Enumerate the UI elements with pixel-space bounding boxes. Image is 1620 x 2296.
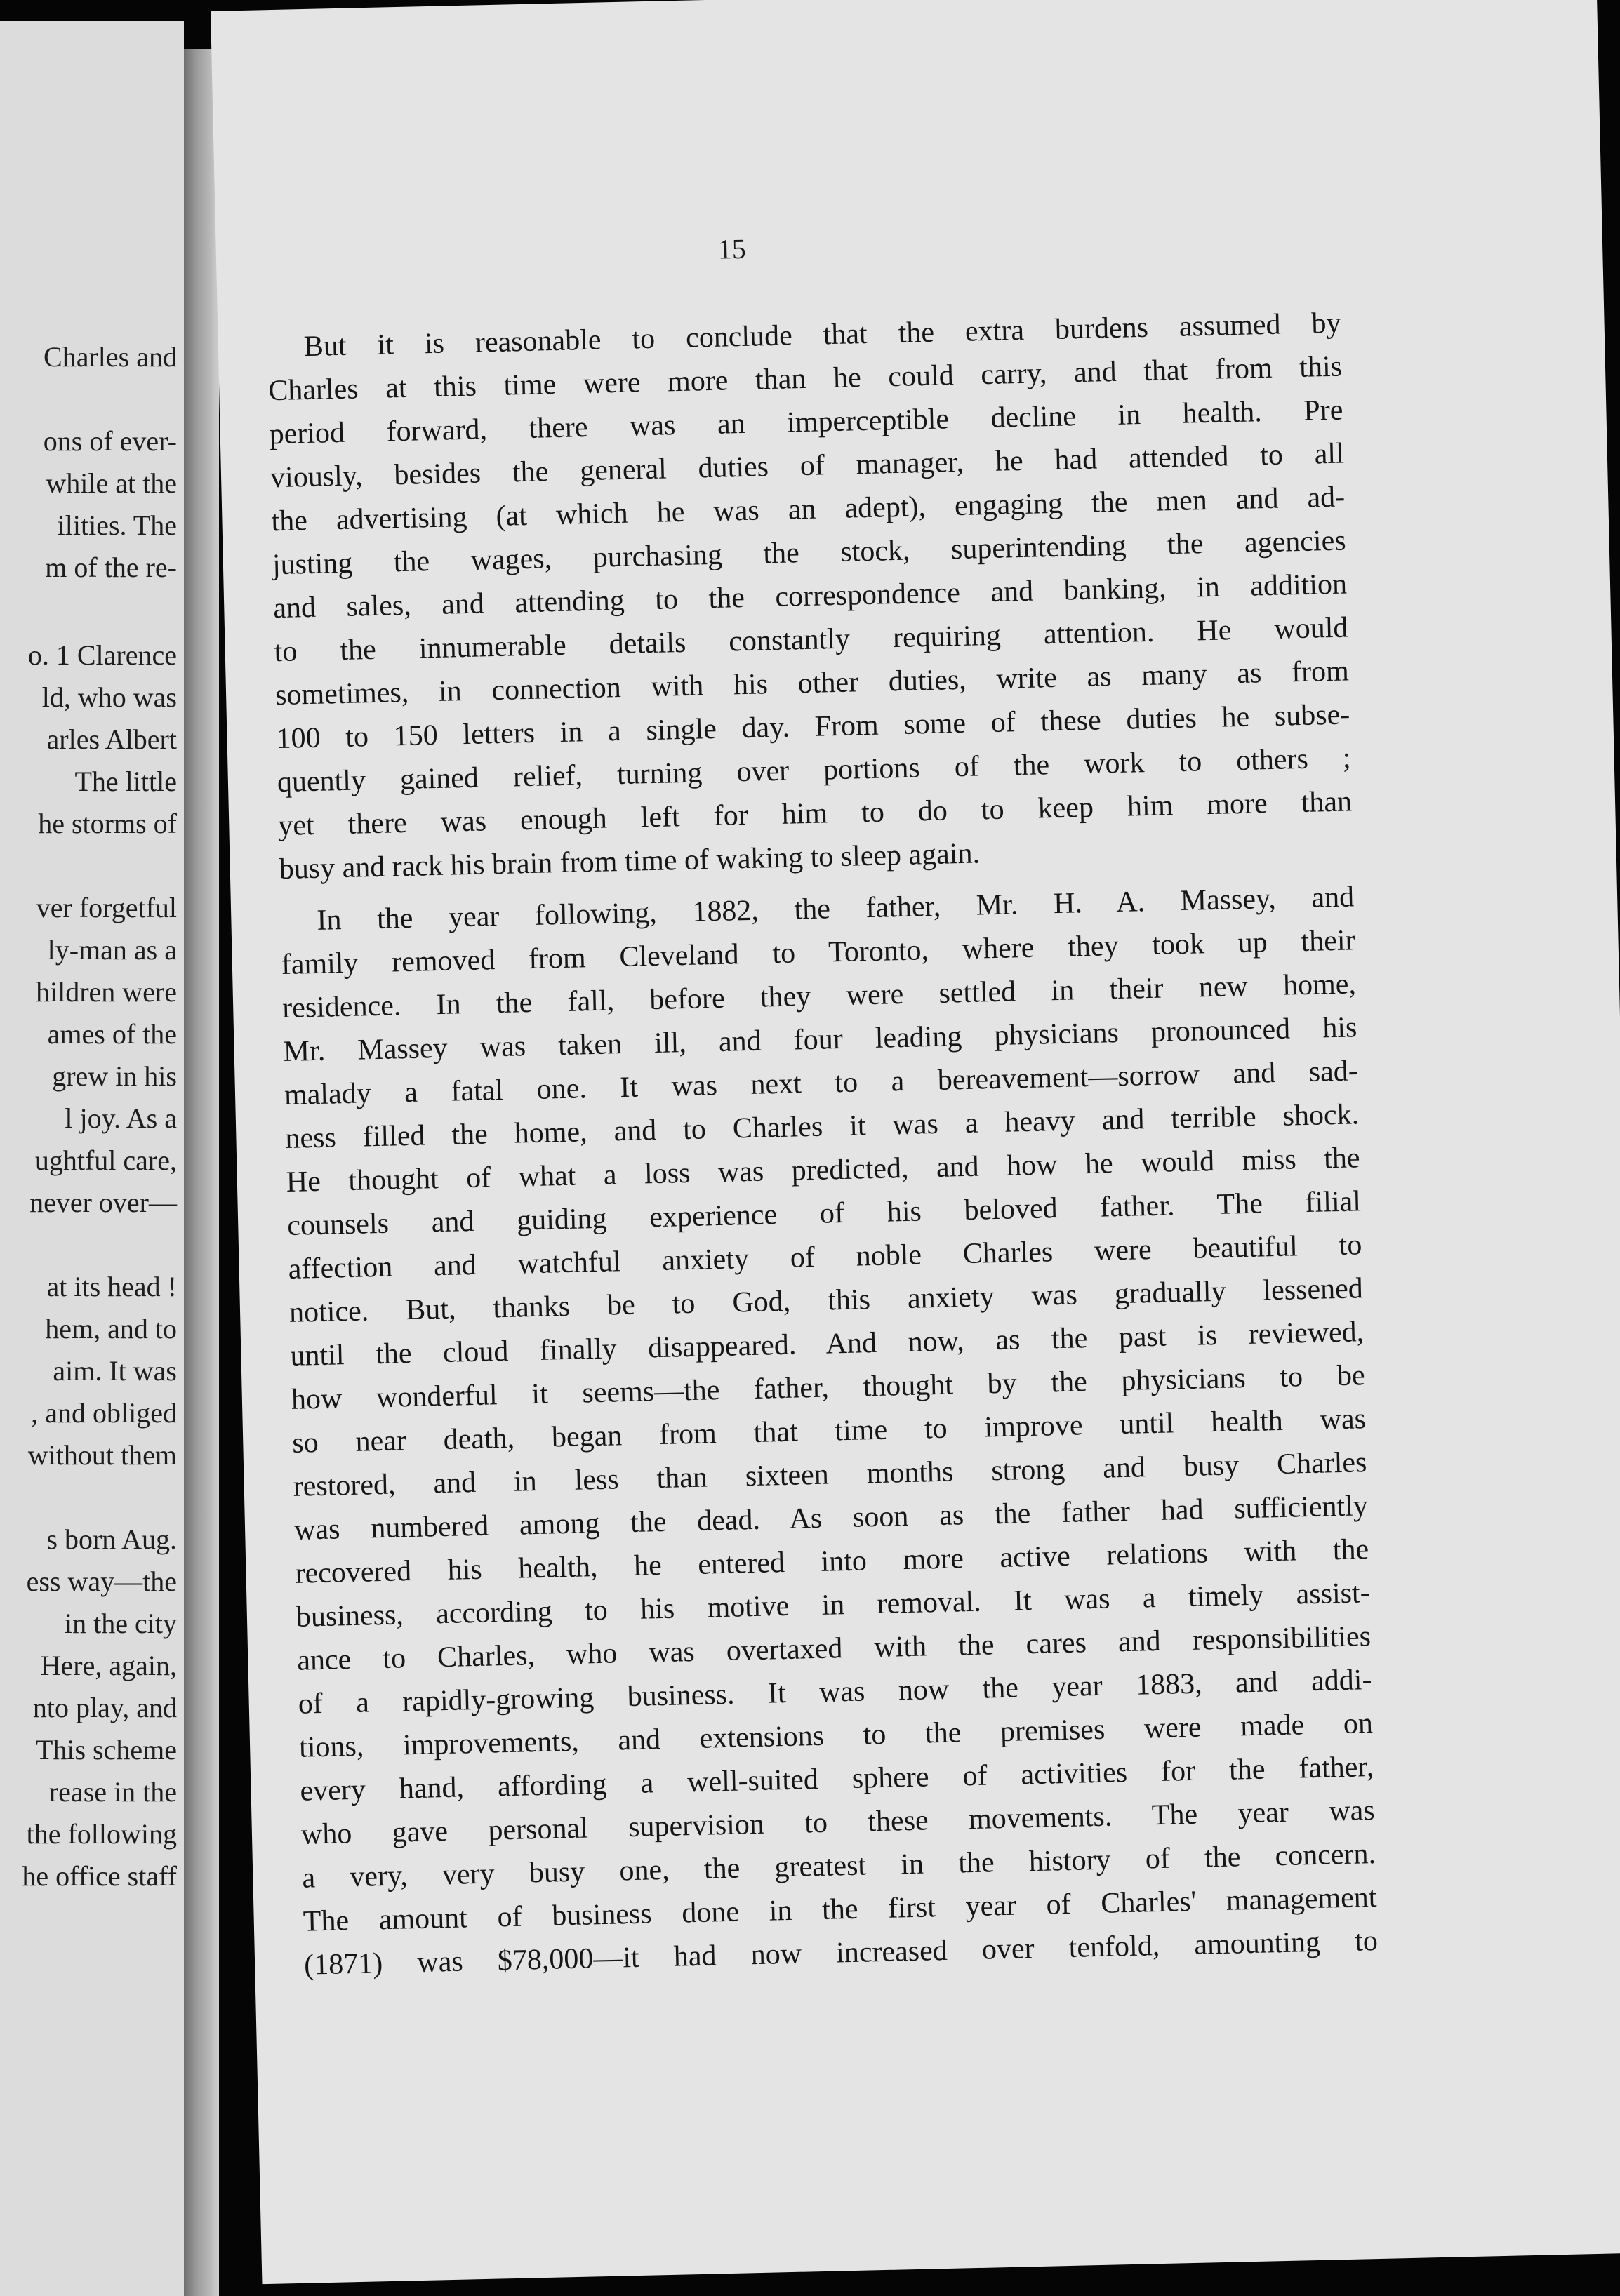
text-line: family removed from Cleveland to Toronto, where they took up their (281, 924, 1355, 982)
left-line: ld, who was (41, 681, 177, 713)
text-line: a very, very busy one, the greatest in the history of the concern. (301, 1838, 1376, 1895)
left-line: ughtful care, (34, 1144, 177, 1176)
text-line: counsels and guiding experience of his beloved father. The filial (286, 1185, 1362, 1242)
text-line: who gave personal supervision to these movements. The year was (300, 1794, 1376, 1851)
left-line: ver forgetful (36, 892, 177, 923)
left-line: The little (74, 766, 177, 797)
left-line: o. 1 Clarence (27, 639, 177, 671)
text-line: Charles at this time were more than he could carry, and that from this (267, 350, 1343, 408)
left-line: he office staff (22, 1860, 177, 1892)
text-line: ness filled the home, and to Charles it was a heavy and terrible shock. (284, 1098, 1360, 1155)
paragraph-1 (267, 302, 1353, 892)
left-line: ames of the (47, 1018, 177, 1050)
text-line: sometimes, in connection with his other duties, write as many as from (274, 655, 1350, 712)
page-number: 15 (717, 232, 747, 265)
text-line: residence. In the fall, before they were settled in their new home, (281, 968, 1357, 1025)
left-line: without them (27, 1439, 177, 1471)
text-line: affection and watchful anxiety of noble Charles were beautiful to (288, 1229, 1362, 1286)
text-line: recovered his health, he entered into more active relations with the (295, 1533, 1369, 1590)
page-15 (211, 0, 1620, 2284)
text-line: The amount of business done in the first year of Charles' management (303, 1881, 1377, 1938)
text-line: Mr. Massey was taken ill, and four leading physicians pronounced his (283, 1011, 1357, 1069)
text-line: restored, and in less than sixteen months strong and busy Charles (293, 1446, 1367, 1503)
text-line: quently gained relief, turning over portions of the work to others ; (277, 742, 1352, 799)
text-line: was numbered among the dead. As soon as the father had sufficiently (293, 1490, 1369, 1547)
text-line: so near death, began from that time to improve until health was (291, 1403, 1367, 1460)
left-line: while at the (46, 467, 177, 499)
left-line: never over— (29, 1187, 177, 1218)
left-line: rease in the (48, 1776, 177, 1808)
left-line: hem, and to (45, 1313, 177, 1344)
text-line: how wonderful it seems—the father, thought by the physicians to be (291, 1359, 1366, 1416)
left-line: Charles and (44, 341, 177, 373)
text-line: notice. But, thanks be to God, this anxiety was gradually lessened (288, 1272, 1364, 1329)
text-line: and sales, and attending to the correspondence and banking, in addition (272, 568, 1348, 625)
paragraph-2 (280, 875, 1379, 1987)
left-line: he storms of (38, 808, 177, 839)
text-line: yet there was enough left for him to do to keep him more than (277, 785, 1353, 843)
left-line: hildren were (35, 976, 177, 1008)
left-line: the following (26, 1818, 177, 1850)
page-body (267, 302, 1378, 1987)
text-line: every hand, affording a well-suited sphere of activities for the father, (300, 1751, 1374, 1808)
left-line: arles Albert (46, 723, 177, 755)
text-line: malady a fatal one. It was next to a bereavement—sorrow and sad- (284, 1055, 1359, 1112)
text-line: of a rapidly-growing business. It was now the year 1883, and addi- (298, 1664, 1372, 1721)
left-line: , and obliged (31, 1397, 177, 1429)
text-line: the advertising (at which he was an adept), engaging the men and ad- (270, 481, 1346, 538)
text-line: 100 to 150 letters in a single day. From some of these duties he subse- (276, 698, 1350, 756)
text-line: until the cloud finally disappeared. And now, as the past is reviewed, (289, 1316, 1365, 1373)
text-line: tions, improvements, and extensions to the premises were made on (298, 1707, 1374, 1764)
text-line: But it is reasonable to conclude that the extra burdens assumed by (303, 307, 1342, 363)
text-line: business, according to his motive in removal. It was a timely assist- (296, 1577, 1371, 1634)
left-line: aim. It was (53, 1355, 177, 1387)
book-gutter (184, 49, 219, 2296)
text-line: busy and rack his brain from time of waking to sleep again. (279, 837, 981, 886)
text-line: period forward, there was an imperceptible decline in health. Pre (269, 394, 1343, 451)
left-line: grew in his (52, 1060, 177, 1092)
text-line: (1871) was $78,000—it had now increased over tenfold, amounting to (303, 1924, 1379, 1982)
left-line: Here, again, (40, 1650, 177, 1681)
left-line: at its head ! (46, 1271, 177, 1302)
text-line: to the innumerable details constantly requiring attention. He would (274, 611, 1348, 669)
text-line: ance to Charles, who was overtaxed with the cares and responsibilities (296, 1620, 1372, 1677)
left-line: ess way—the (26, 1566, 177, 1597)
left-line: This scheme (35, 1734, 177, 1766)
left-line: in the city (65, 1608, 177, 1639)
left-line: s born Aug. (46, 1523, 177, 1555)
previous-page-fragment (0, 21, 184, 2296)
text-line: He thought of what a loss was predicted, and how he would miss the (286, 1142, 1361, 1199)
left-line: ly-man as a (47, 934, 177, 966)
text-line: viously, besides the general duties of manager, he had attended to all (270, 437, 1345, 495)
left-line: ilities. The (57, 509, 177, 541)
left-line: m of the re- (45, 552, 177, 583)
left-line: nto play, and (32, 1692, 177, 1723)
text-line: In the year following, 1882, the father, Mr. H. A. Massey, and (316, 881, 1355, 937)
text-line: justing the wages, purchasing the stock, superintending the agencies (272, 524, 1347, 582)
left-line: l joy. As a (65, 1102, 177, 1134)
left-line: ons of ever- (43, 425, 177, 457)
